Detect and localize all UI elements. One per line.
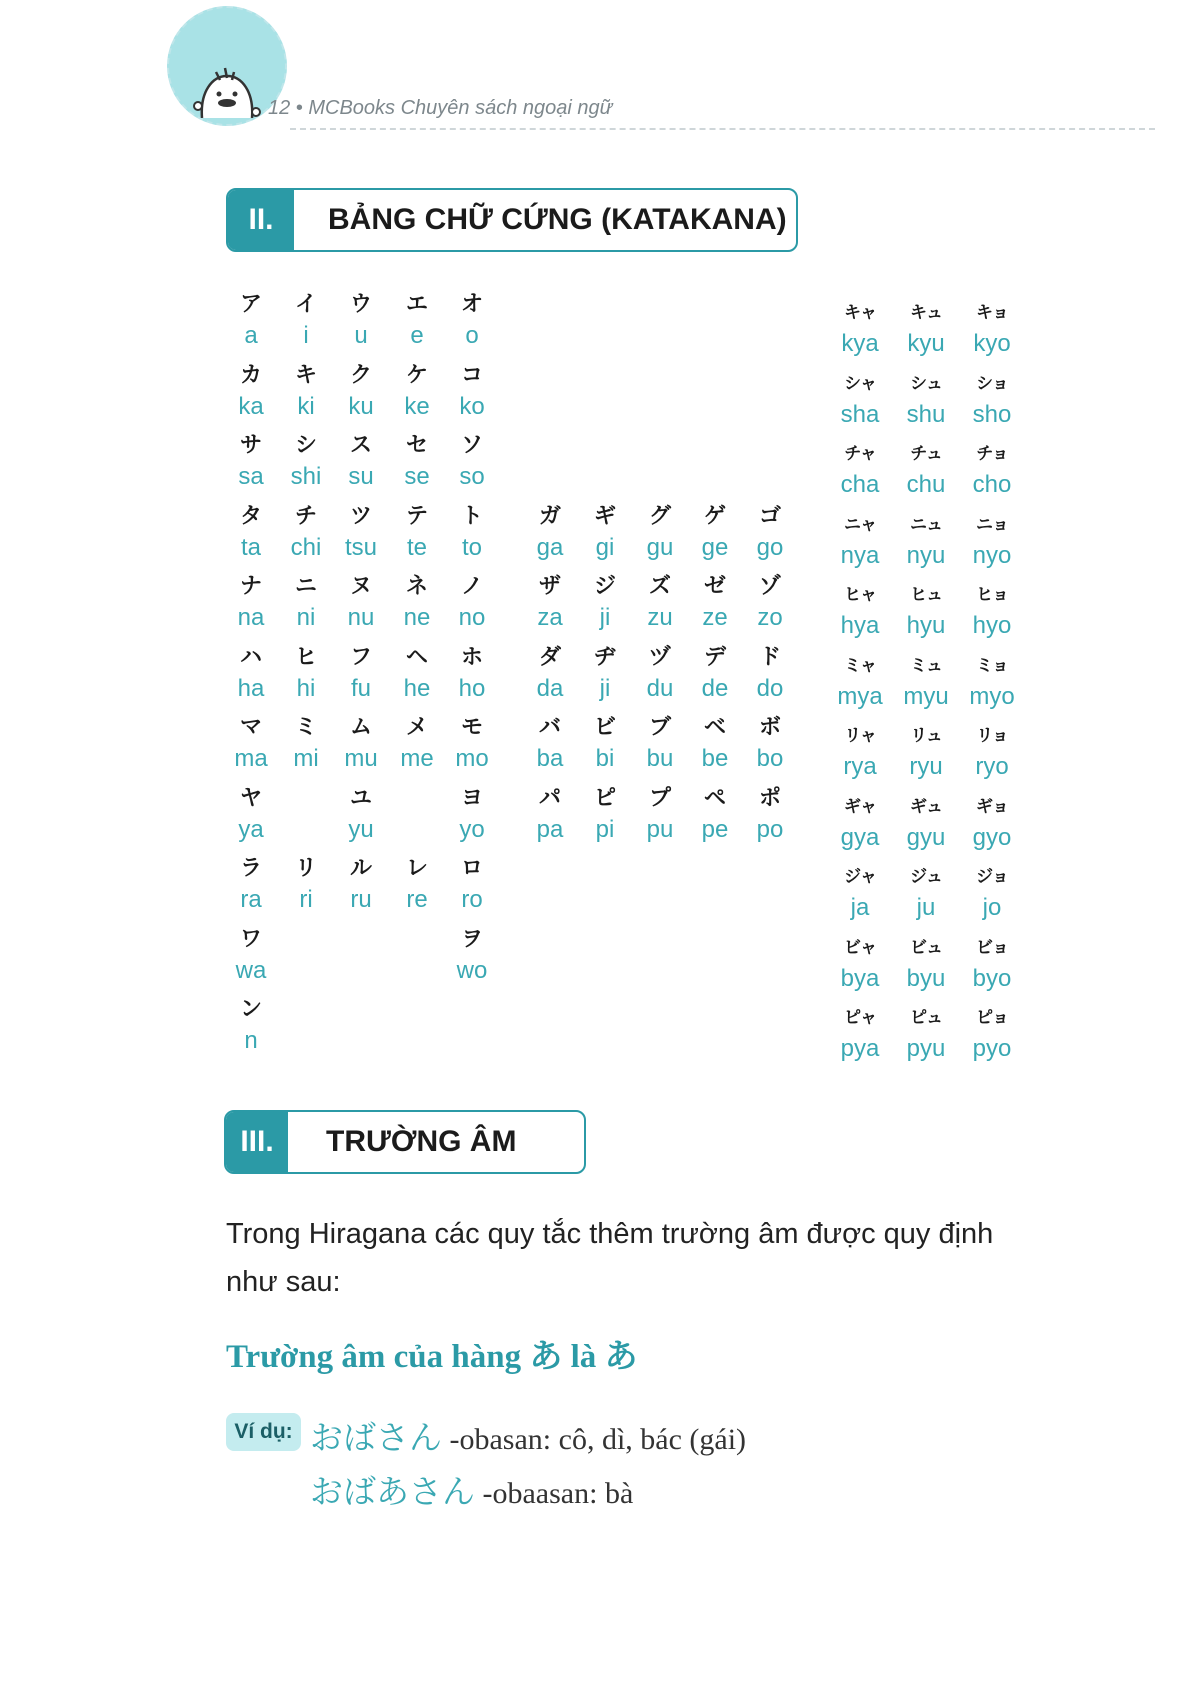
kana-character: ネ bbox=[405, 574, 428, 599]
kana-cell bbox=[959, 439, 1025, 501]
kana-cell bbox=[439, 572, 505, 634]
kana-character: シ bbox=[294, 433, 317, 458]
kana-romaji: mya bbox=[837, 682, 883, 710]
kana-character: ピョ bbox=[976, 1008, 1008, 1028]
kana-character: オ bbox=[460, 292, 483, 317]
kana-character: ヒュ bbox=[910, 585, 942, 605]
kana-romaji: ju bbox=[916, 894, 936, 921]
kana-romaji: no bbox=[458, 604, 486, 631]
kana-romaji: pyo bbox=[972, 1035, 1012, 1062]
kana-romaji: gyo bbox=[972, 823, 1012, 851]
kana-cell bbox=[959, 792, 1025, 854]
kana-cell bbox=[439, 361, 505, 423]
kana-romaji: byo bbox=[972, 964, 1012, 992]
kana-romaji: do bbox=[756, 674, 784, 702]
kana-cell bbox=[827, 721, 893, 783]
kana-romaji: ka bbox=[238, 392, 264, 420]
kana-character: イ bbox=[294, 292, 317, 317]
kana-character: ゴ bbox=[758, 503, 781, 529]
kana-romaji: gi bbox=[595, 533, 615, 561]
kana-cell bbox=[959, 580, 1025, 642]
kana-cell bbox=[827, 580, 893, 642]
kana-character: ガ bbox=[538, 503, 561, 529]
kana-cell bbox=[893, 1003, 959, 1065]
kana-character: パ bbox=[538, 785, 561, 811]
kana-romaji: pa bbox=[536, 815, 564, 843]
kana-character: テ bbox=[405, 503, 428, 529]
kana-character: リ bbox=[294, 856, 317, 881]
kana-character: ヘ bbox=[405, 644, 428, 670]
kana-romaji: ne bbox=[403, 604, 431, 631]
kana-romaji: gu bbox=[646, 533, 674, 561]
kana-romaji: i bbox=[303, 322, 309, 349]
kana-cell bbox=[827, 862, 893, 924]
kana-character: キュ bbox=[910, 303, 942, 323]
kana-character: ユ bbox=[349, 785, 372, 811]
kana-character: ケ bbox=[405, 362, 428, 388]
kana-romaji: yo bbox=[459, 815, 485, 843]
kana-romaji: wa bbox=[235, 956, 267, 984]
kana-character: バ bbox=[538, 715, 561, 740]
kana-romaji: pya bbox=[840, 1035, 880, 1062]
kana-romaji: hya bbox=[840, 612, 880, 639]
kana-romaji: e bbox=[410, 322, 424, 349]
kana-cell bbox=[959, 933, 1025, 995]
kana-character: ダ bbox=[538, 644, 561, 670]
kana-character: キョ bbox=[976, 303, 1008, 323]
kana-character: カ bbox=[239, 362, 262, 388]
kana-cell bbox=[737, 713, 803, 775]
kana-romaji: ru bbox=[350, 886, 372, 913]
kana-character: ラ bbox=[239, 856, 262, 881]
kana-character: ゾ bbox=[758, 574, 781, 599]
kana-cell bbox=[893, 369, 959, 431]
kana-cell bbox=[959, 721, 1025, 783]
kana-cell bbox=[439, 502, 505, 564]
kana-cell bbox=[959, 510, 1025, 572]
kana-cell bbox=[827, 651, 893, 713]
kana-romaji: ba bbox=[536, 745, 564, 772]
kana-cell bbox=[218, 925, 284, 987]
kana-character: ゲ bbox=[703, 503, 726, 529]
kana-cell bbox=[439, 431, 505, 493]
kana-character: ヨ bbox=[460, 785, 483, 811]
kana-character: ニ bbox=[294, 574, 317, 599]
kana-romaji: hyo bbox=[972, 612, 1012, 639]
kana-romaji: n bbox=[244, 1027, 258, 1054]
kana-character: デ bbox=[703, 644, 726, 670]
kana-romaji: te bbox=[406, 533, 427, 561]
kana-romaji: mo bbox=[455, 745, 489, 772]
kana-character: ボ bbox=[758, 715, 781, 740]
kana-character: エ bbox=[405, 292, 428, 317]
kana-cell bbox=[328, 784, 394, 846]
kana-cell bbox=[439, 854, 505, 916]
kana-romaji: to bbox=[461, 533, 482, 561]
kana-romaji: kyu bbox=[907, 330, 945, 357]
kana-cell bbox=[893, 933, 959, 995]
kana-cell bbox=[827, 933, 893, 995]
kana-romaji: chi bbox=[290, 533, 322, 561]
kana-cell bbox=[827, 439, 893, 501]
kana-character: ル bbox=[349, 856, 372, 881]
kana-cell bbox=[218, 784, 284, 846]
kana-cell bbox=[439, 290, 505, 352]
kana-character: ミャ bbox=[844, 655, 876, 676]
kana-romaji: a bbox=[244, 322, 258, 349]
section-3-heading bbox=[224, 1110, 586, 1174]
kana-character: ベ bbox=[703, 715, 726, 740]
kana-character: セ bbox=[405, 433, 428, 458]
kana-character: チュ bbox=[910, 444, 942, 464]
kana-character: ド bbox=[758, 644, 781, 670]
kana-romaji: sa bbox=[238, 463, 264, 490]
kana-romaji: ma bbox=[234, 745, 268, 772]
kana-character: ザ bbox=[538, 574, 561, 599]
kana-character: ショ bbox=[976, 373, 1008, 394]
kana-romaji: ni bbox=[296, 604, 316, 631]
kana-cell bbox=[827, 510, 893, 572]
kana-character: リャ bbox=[844, 726, 876, 746]
kana-character: ポ bbox=[758, 785, 781, 811]
kana-romaji: ji bbox=[599, 674, 611, 702]
kana-cell bbox=[893, 862, 959, 924]
kana-romaji: hi bbox=[296, 674, 316, 702]
kana-character: タ bbox=[239, 503, 262, 529]
kana-romaji: pyu bbox=[906, 1035, 946, 1062]
kana-character: ヲ bbox=[460, 926, 483, 952]
kana-romaji: mu bbox=[344, 745, 378, 772]
kana-romaji: ra bbox=[240, 886, 262, 913]
kana-romaji: sha bbox=[840, 400, 880, 428]
kana-character: ニョ bbox=[976, 514, 1008, 535]
kana-romaji: shi bbox=[290, 463, 322, 490]
kana-character: マ bbox=[239, 715, 262, 740]
kana-character: ミ bbox=[294, 715, 317, 740]
kana-character: ク bbox=[349, 362, 372, 388]
kana-cell bbox=[439, 643, 505, 705]
kana-character: シュ bbox=[910, 373, 942, 394]
kana-cell bbox=[893, 298, 959, 360]
kana-romaji: ku bbox=[348, 392, 374, 420]
kana-romaji: go bbox=[756, 533, 784, 561]
kana-romaji: po bbox=[756, 815, 784, 843]
kana-character: ヒョ bbox=[976, 585, 1008, 605]
kana-character: ビュ bbox=[910, 937, 942, 958]
kana-character: ギ bbox=[593, 503, 616, 529]
example-text: -obaasan: bà bbox=[475, 1477, 634, 1510]
kana-romaji: myo bbox=[969, 682, 1015, 710]
kana-character: シャ bbox=[844, 373, 876, 394]
kana-cell bbox=[827, 1003, 893, 1065]
kana-romaji: sho bbox=[972, 400, 1012, 428]
kana-cell bbox=[439, 784, 505, 846]
kana-romaji: pi bbox=[595, 815, 615, 843]
kana-romaji: ji bbox=[599, 604, 611, 631]
kana-character: ヂ bbox=[593, 644, 616, 670]
kana-character: ワ bbox=[239, 926, 262, 952]
section-3-title: TRƯỜNG ÂM bbox=[326, 1125, 517, 1158]
kana-cell bbox=[959, 862, 1025, 924]
kana-character: ミョ bbox=[976, 655, 1008, 676]
kana-character: ニャ bbox=[844, 514, 876, 535]
intro-paragraph: Trong Hiragana các quy tắc thêm trường âm được quy định như sau: bbox=[226, 1218, 994, 1298]
kana-romaji: su bbox=[348, 463, 374, 490]
kana-cell bbox=[893, 439, 959, 501]
kana-romaji: zo bbox=[757, 604, 783, 631]
kana-romaji: yu bbox=[348, 815, 374, 843]
kana-cell bbox=[893, 651, 959, 713]
kana-romaji: re bbox=[406, 886, 428, 913]
kana-romaji: bi bbox=[595, 745, 615, 772]
kana-character: ピ bbox=[593, 785, 616, 811]
kana-romaji: se bbox=[404, 463, 430, 490]
kana-cell bbox=[218, 995, 284, 1057]
subheading: Trường âm của hàng あ là あ bbox=[226, 1339, 638, 1375]
kana-character: メ bbox=[405, 715, 428, 740]
section-2-number: II. bbox=[228, 190, 294, 250]
kana-character: ゼ bbox=[703, 574, 726, 599]
kana-character: リュ bbox=[910, 726, 942, 746]
kana-character: ピャ bbox=[844, 1008, 876, 1028]
kana-character: ジ bbox=[593, 574, 616, 599]
kana-romaji: he bbox=[403, 674, 431, 702]
kana-romaji: mi bbox=[293, 745, 319, 772]
kana-character: ヤ bbox=[239, 785, 262, 811]
kana-romaji: bu bbox=[646, 745, 674, 772]
kana-romaji: chu bbox=[906, 471, 946, 498]
kana-character: ソ bbox=[460, 433, 483, 458]
kana-cell bbox=[827, 298, 893, 360]
kana-cell bbox=[827, 792, 893, 854]
kana-character: ア bbox=[239, 292, 262, 317]
kana-character: ン bbox=[239, 997, 262, 1022]
kana-character: ズ bbox=[648, 574, 671, 599]
kana-romaji: ryo bbox=[975, 753, 1009, 780]
kana-romaji: na bbox=[237, 604, 265, 631]
kana-character: ビョ bbox=[976, 937, 1008, 958]
kana-romaji: ko bbox=[459, 392, 485, 420]
kana-romaji: cho bbox=[972, 471, 1012, 498]
kana-cell bbox=[959, 651, 1025, 713]
kana-character: ニュ bbox=[910, 514, 942, 535]
section-2-title: BẢNG CHỮ CỨNG (KATAKANA) bbox=[328, 203, 787, 236]
kana-character: ロ bbox=[460, 856, 483, 881]
kana-character: ス bbox=[349, 433, 372, 458]
kana-romaji: ze bbox=[702, 604, 728, 631]
kana-character: ノ bbox=[460, 574, 483, 599]
kana-character: ペ bbox=[703, 785, 726, 811]
kana-character: ト bbox=[460, 503, 483, 529]
kana-romaji: ri bbox=[299, 886, 313, 913]
kana-character: ギュ bbox=[910, 796, 942, 817]
kana-character: ヅ bbox=[648, 644, 671, 670]
kana-romaji: byu bbox=[906, 964, 946, 992]
kana-character: ム bbox=[349, 715, 372, 740]
kana-romaji: wo bbox=[456, 956, 488, 984]
kana-character: ナ bbox=[239, 574, 262, 599]
kana-cell bbox=[737, 502, 803, 564]
kana-romaji: de bbox=[701, 674, 729, 702]
kana-character: プ bbox=[648, 785, 671, 811]
kana-romaji: pe bbox=[701, 815, 729, 843]
kana-character: ビ bbox=[593, 715, 616, 740]
kana-romaji: ja bbox=[850, 894, 870, 921]
kana-character: チャ bbox=[844, 444, 876, 464]
kana-romaji: ro bbox=[461, 886, 483, 913]
kana-cell bbox=[893, 792, 959, 854]
kana-cell bbox=[893, 721, 959, 783]
kana-character: チョ bbox=[976, 444, 1008, 464]
kana-romaji: me bbox=[400, 745, 434, 772]
kana-character: リョ bbox=[976, 726, 1008, 746]
kana-character: ブ bbox=[648, 715, 671, 740]
kana-character: ギョ bbox=[976, 796, 1008, 817]
kana-romaji: ke bbox=[404, 392, 430, 420]
kana-romaji: za bbox=[537, 604, 563, 631]
kana-character: ヌ bbox=[349, 574, 372, 599]
example-kana: おばさん bbox=[310, 1418, 442, 1457]
kana-character: ハ bbox=[239, 644, 262, 670]
kana-romaji: rya bbox=[843, 753, 877, 780]
kana-cell bbox=[893, 510, 959, 572]
kana-romaji: ho bbox=[458, 674, 486, 702]
kana-character: ホ bbox=[460, 644, 483, 670]
kana-romaji: hyu bbox=[906, 612, 946, 639]
kana-romaji: nya bbox=[840, 541, 880, 569]
kana-character: レ bbox=[405, 856, 428, 881]
kana-romaji: ta bbox=[240, 533, 261, 561]
kana-romaji: ya bbox=[238, 815, 264, 843]
kana-romaji: o bbox=[465, 322, 479, 349]
kana-romaji: bya bbox=[840, 964, 880, 992]
kana-romaji: du bbox=[646, 674, 674, 702]
kana-romaji: fu bbox=[350, 674, 371, 702]
kana-character: フ bbox=[349, 644, 372, 670]
kana-romaji: nyo bbox=[972, 541, 1012, 569]
kana-romaji: myu bbox=[903, 682, 949, 710]
kana-romaji: tsu bbox=[344, 533, 377, 561]
kana-romaji: jo bbox=[982, 894, 1002, 921]
kana-romaji: ga bbox=[536, 533, 564, 561]
example-kana: おばあさん bbox=[310, 1472, 475, 1511]
kana-cell bbox=[827, 369, 893, 431]
kana-character: チ bbox=[294, 503, 317, 529]
kana-character: ミュ bbox=[910, 655, 942, 676]
kana-romaji: bo bbox=[756, 745, 784, 772]
example-badge: Ví dụ: bbox=[226, 1413, 301, 1451]
kana-romaji: pu bbox=[646, 815, 674, 843]
kana-romaji: cha bbox=[840, 471, 880, 498]
example-line bbox=[310, 1466, 633, 1513]
kana-cell bbox=[959, 298, 1025, 360]
kana-character: ジャ bbox=[844, 867, 876, 887]
kana-romaji: ryu bbox=[909, 753, 943, 780]
kana-character: ジョ bbox=[976, 867, 1008, 887]
kana-romaji: kya bbox=[841, 330, 879, 357]
example-line bbox=[310, 1412, 746, 1459]
kana-romaji: nyu bbox=[906, 541, 946, 569]
kana-character: ギャ bbox=[844, 796, 876, 817]
kana-character: ヒ bbox=[294, 644, 317, 670]
kana-cell bbox=[737, 784, 803, 846]
kana-character: グ bbox=[648, 503, 671, 529]
kana-romaji: be bbox=[701, 745, 729, 772]
kana-cell bbox=[737, 643, 803, 705]
kana-romaji: nu bbox=[347, 604, 375, 631]
kana-romaji: ki bbox=[297, 392, 315, 420]
kana-cell bbox=[439, 713, 505, 775]
kana-romaji: gyu bbox=[906, 823, 946, 851]
kana-romaji: gya bbox=[840, 823, 880, 851]
kana-romaji: kyo bbox=[973, 330, 1011, 357]
kana-character: ジュ bbox=[910, 867, 942, 887]
kana-character: ピュ bbox=[910, 1008, 942, 1028]
kana-cell bbox=[893, 580, 959, 642]
kana-romaji: so bbox=[459, 463, 485, 490]
kana-character: サ bbox=[239, 433, 262, 458]
kana-romaji: zu bbox=[647, 604, 673, 631]
kana-character: キ bbox=[294, 362, 317, 388]
kana-cell bbox=[959, 369, 1025, 431]
kana-cell bbox=[959, 1003, 1025, 1065]
kana-character: ヒャ bbox=[844, 585, 876, 605]
section-3-number: III. bbox=[226, 1112, 288, 1172]
kana-cell bbox=[439, 925, 505, 987]
kana-character: コ bbox=[460, 362, 483, 388]
kana-character: モ bbox=[460, 715, 483, 740]
kana-character: ウ bbox=[349, 292, 372, 317]
example-text: -obasan: cô, dì, bác (gái) bbox=[442, 1423, 747, 1456]
kana-romaji: da bbox=[536, 674, 564, 702]
kana-romaji: u bbox=[354, 322, 368, 349]
page-header: 12 • MCBooks Chuyên sách ngoại ngữ bbox=[268, 97, 613, 119]
kana-character: キャ bbox=[844, 303, 876, 323]
kana-romaji: ge bbox=[701, 533, 729, 561]
kana-character: ビャ bbox=[844, 937, 876, 958]
kana-romaji: ha bbox=[237, 674, 265, 702]
kana-romaji: shu bbox=[906, 400, 946, 428]
kana-cell bbox=[737, 572, 803, 634]
kana-character: ツ bbox=[349, 503, 372, 529]
